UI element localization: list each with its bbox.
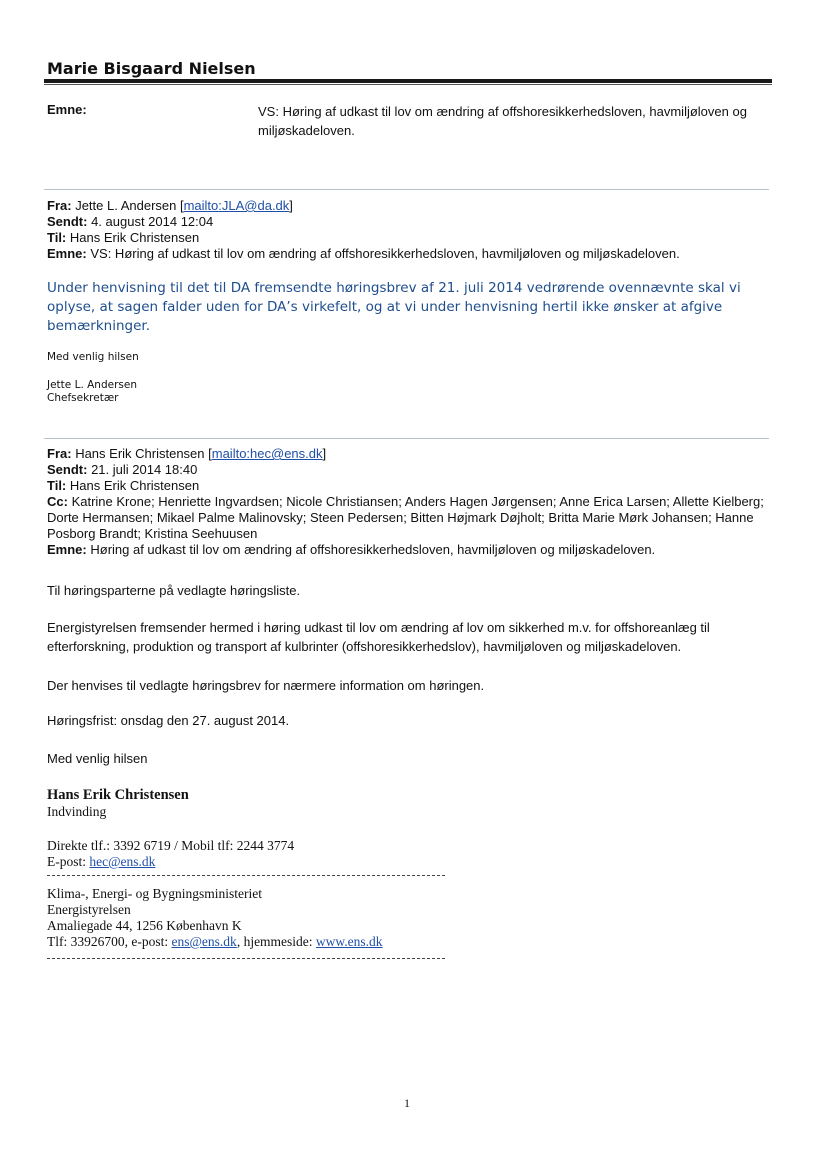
email2-from-link[interactable]: mailto:hec@ens.dk (211, 446, 323, 461)
header-rule-thin (44, 84, 772, 85)
email-separator (44, 189, 769, 190)
email2-greeting: Med venlig hilsen (47, 751, 148, 766)
email1-subject: Emne: VS: Høring af udkast til lov om ændring af offshoresikkerhedsloven, havmiljøloven og miljøskadeloven. (47, 246, 680, 261)
email1-signature-name: Jette L. Andersen (47, 379, 137, 391)
email2-header (47, 446, 777, 558)
email2-email-link[interactable]: hec@ens.dk (89, 854, 156, 869)
email1-to: Til: Hans Erik Christensen (47, 230, 200, 245)
signature-dashed-divider (47, 875, 445, 876)
page-number: 1 (404, 1096, 410, 1110)
agency-name: Energistyrelsen (47, 902, 131, 917)
document-owner-name: Marie Bisgaard Nielsen (47, 59, 256, 78)
ministry-name: Klima-, Energi- og Bygningsministeriet (47, 886, 262, 901)
subject-value: VS: Høring af udkast til lov om ændring af offshoresikkerhedsloven, havmiljøloven og miljøskadeloven. (258, 104, 747, 138)
email2-deadline: Høringsfrist: onsdag den 27. august 2014. (47, 713, 290, 728)
email2-signature-phone: Direkte tlf.: 3392 6719 / Mobil tlf: 2244 3774 (47, 838, 295, 853)
email2-signature-email: E-post: hec@ens.dk (47, 854, 156, 869)
email1-sent: Sendt: 4. august 2014 12:04 (47, 214, 214, 229)
agency-contact: Tlf: 33926700, e-post: ens@ens.dk, hjemmeside: www.ens.dk (47, 934, 383, 949)
agency-website-link[interactable]: www.ens.dk (315, 934, 383, 949)
email2-signature-name: Hans Erik Christensen (47, 787, 189, 803)
signature-dashed-divider (47, 958, 445, 959)
email2-paragraph-2: Energistyrelsen fremsender hermed i høring udkast til lov om ændring af lov om sikkerhed m.v. for offshoreanlæg til efterforskning, produktion og transport af kulbrinter (offshoresikkerhedslov), havmiljøloven og miljøskadeloven. (47, 620, 710, 654)
email-separator (44, 438, 769, 439)
email1-from-link[interactable]: mailto:JLA@da.dk (183, 198, 290, 213)
header-rule (44, 79, 772, 83)
agency-address: Amaliegade 44, 1256 København K (47, 918, 242, 933)
email2-cc: Cc: Katrine Krone; Henriette Ingvardsen; Nicole Christiansen; Anders Hagen Jørgensen; Anne Erica Larsen; Allette Kielberg; Dorte Hermansen; Mikael Palme Malinovsky; Steen Pedersen; Bitten Højmark Døjholt; Britta Marie Mørk Johansen; Hanne Posborg Brandt; Kristina Seehuusen (47, 494, 764, 541)
email1-body: Under henvisning til det til DA fremsendte høringsbrev af 21. juli 2014 vedrørende ovennævnte skal vi oplyse, at sagen falder uden for DA’s virkefelt, og at vi under henvisning hertil ikke ønsker at afgive bemærkninger. (47, 280, 741, 334)
email2-paragraph-3: Der henvises til vedlagte høringsbrev for nærmere information om høringen. (47, 678, 485, 693)
subject-label: Emne: (47, 102, 87, 117)
email1-from: Fra: Jette L. Andersen [mailto:JLA@da.dk] (47, 198, 293, 213)
email2-subject: Emne: Høring af udkast til lov om ændring af offshoresikkerhedsloven, havmiljøloven og miljøskadeloven. (47, 542, 656, 557)
email2-signature-department: Indvinding (47, 804, 107, 819)
email2-sent: Sendt: 21. juli 2014 18:40 (47, 462, 198, 477)
email2-paragraph-1: Til høringsparterne på vedlagte høringsliste. (47, 583, 301, 598)
email1-greeting: Med venlig hilsen (47, 351, 139, 363)
email1-header (47, 198, 777, 262)
email2-from: Fra: Hans Erik Christensen [mailto:hec@ens.dk] (47, 446, 327, 461)
email2-to: Til: Hans Erik Christensen (47, 478, 200, 493)
agency-email-link[interactable]: ens@ens.dk (171, 934, 237, 949)
email1-signature-title: Chefsekretær (47, 392, 119, 404)
